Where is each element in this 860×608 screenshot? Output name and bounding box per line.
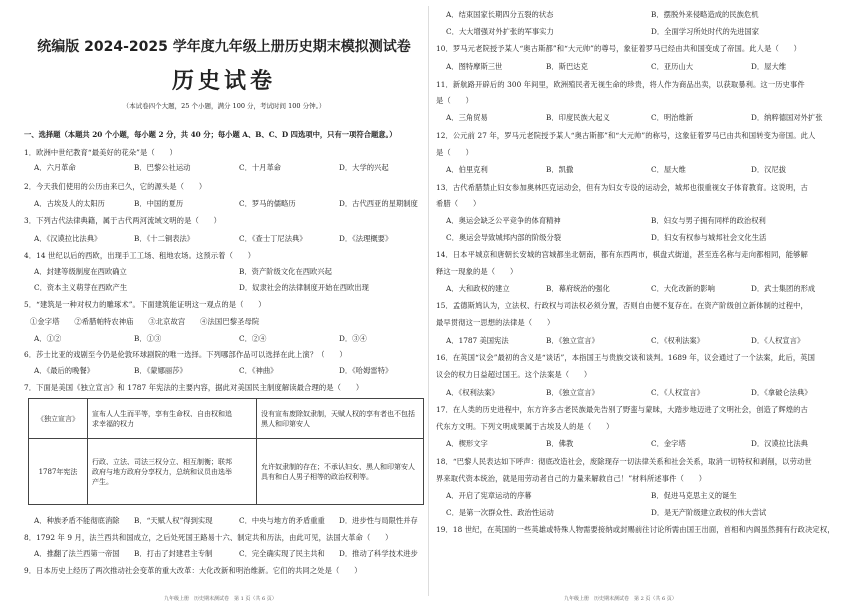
question-3: 3．下列古代法律典籍，属于古代两河流域文明的是（ ） (24, 216, 222, 225)
left-column (24, 0, 424, 608)
q2-option-b: B．中国的夏历 (134, 199, 184, 208)
table-cell (29, 399, 88, 439)
q12-option-d: D．汉尼拔 (751, 165, 787, 174)
q15-option-d: D．《人权宣言》 (751, 336, 805, 345)
q11-option-d: D．纳粹德国对外扩张 (751, 113, 823, 122)
row1-mid-line-1: 宣布人人生而平等，享有生命权、自由权和追 (92, 409, 232, 418)
exam-title: 统编版 2024-2025 学年度九年级上册历史期末模拟测试卷 (37, 39, 411, 55)
q15-option-b: B．《独立宣言》 (546, 336, 599, 345)
q7-option-b: B．“天赋人权”得到实现 (134, 516, 213, 525)
q3-option-b: B．《十二铜表法》 (134, 234, 195, 243)
q5-items: ①金字塔 ②希腊帕特农神庙 ③北京故宫 ④法国巴黎圣母院 (30, 317, 260, 326)
q4-option-d: D．奴隶社会的法律制度开始在西欧出现 (239, 283, 369, 292)
question-13: 13．古代希腊禁止妇女参加奥林匹克运动会，但有为妇女专设的运动会，城邦也很重视女子体育教育。这说明，古 (436, 183, 808, 192)
q11-option-c: C．明治维新 (651, 113, 694, 122)
question-1: 1．欧洲中世纪教育“最美好的花朵”是（ ） (24, 148, 177, 157)
q17-option-a: A．楔形文字 (446, 439, 488, 448)
q15-option-a: A．1787 美国宪法 (446, 336, 509, 345)
q9-option-d: D．全面学习所处时代的先进国家 (651, 27, 760, 36)
row2-mid-line-3: 产生。 (92, 477, 113, 486)
q5-option-b: B．①③ (134, 334, 162, 343)
section-heading: 一、选择题（本题共 20 个小题，每小题 2 分，共 40 分；每小题 A、B、C、D 四选项中，只有一项符合题意。） (24, 130, 397, 139)
q2-option-a: A．古埃及人的太阳历 (34, 199, 105, 208)
table-cell (257, 399, 424, 439)
exam-subtitle: 历史试卷 (171, 68, 276, 94)
q14-option-b: B．幕府统治的强化 (546, 284, 610, 293)
q12-option-a: A．伯里克利 (446, 165, 488, 174)
q5-option-c: C．②④ (239, 334, 267, 343)
q1-option-a: A．六月革命 (34, 163, 76, 172)
question-17: 17．在人类的历史进程中，东方许多古老民族最先告别了野蛮与蒙昧，大踏步地迈进了文明社会，创造了辉煌的古 (436, 405, 808, 414)
row1-right-line-1: 没有宣布废除奴隶制，天赋人权的享有者也不包括 (261, 409, 415, 418)
q6-option-b: B．《蒙娜丽莎》 (134, 366, 187, 375)
row1-right-line-2: 黑人和印第安人 (261, 419, 310, 428)
q4-option-c: C．资本主义萌芽在西欧产生 (34, 283, 128, 292)
footer-page-2: 九年级上册 历史期末测试卷 第 2 页（共 6 页） (564, 596, 677, 602)
q8-option-d: D．推动了科学技术进步 (339, 549, 418, 558)
q13-option-c: C．奥运会导致城邦内部的阶级分裂 (446, 233, 562, 242)
q11-option-b: B．印度民族大起义 (546, 113, 610, 122)
question-11-cont: 是（ ） (436, 96, 473, 105)
q16-option-d: D．《拿破仑法典》 (751, 388, 812, 397)
q3-option-c: C．《查士丁尼法典》 (239, 234, 307, 243)
q7-option-a: A．种族矛盾不能彻底消除 (34, 516, 120, 525)
q13-option-a: A．奥运会缺乏公平竞争的体育精神 (446, 216, 561, 225)
footer-page-1: 九年级上册 历史期末测试卷 第 1 页（共 6 页） (164, 596, 277, 602)
q17-option-c: C．金字塔 (651, 439, 686, 448)
table-cell (29, 439, 88, 505)
q13-option-b: B．妇女与男子拥有同样的政治权利 (651, 216, 766, 225)
row2-label: 1787年宪法 (38, 467, 78, 476)
q15-option-c: C．《权利法案》 (651, 336, 705, 345)
q14-option-d: D．武士集团的形成 (751, 284, 816, 293)
q1-option-c: C．十月革命 (239, 163, 282, 172)
q8-option-b: B．打击了封建君主专制 (134, 549, 213, 558)
column-divider (428, 6, 429, 596)
question-15-cont: 最早贯彻这一思想的法律是（ ） (436, 318, 555, 327)
question-16-cont: 议会的权力日益超过国王。这个法案是（ ） (436, 370, 592, 379)
q10-option-d: D．屋大维 (751, 62, 787, 71)
table-cell (257, 439, 424, 505)
q6-option-a: A．《最后的晚餐》 (34, 366, 94, 375)
q4-option-a: A．封建等级制度在西欧确立 (34, 267, 127, 276)
row1-label: 《独立宣言》 (37, 414, 79, 423)
question-18: 18．“巴黎人民表达如下呼声：彻底改造社会，废除现存一切法律关系和社会关系，取消一切特权和剥削，以劳动世 (436, 457, 812, 466)
question-14: 14．日本平城京和唐朝长安城的宫城都坐北朝南，都有东西两市，棋盘式街道，甚至连名称与走向都相同，能够解 (436, 250, 808, 259)
q10-option-c: C．亚历山大 (651, 62, 694, 71)
question-8: 8．1792 年 9 月，法兰西共和国成立，之后处死国王路易十六、制定共和历法，由此可见，法国大革命（ ） (24, 533, 393, 542)
q17-option-b: B．佛教 (546, 439, 574, 448)
q14-option-c: C．大化改新的影响 (651, 284, 715, 293)
q9-option-c: C．大大增强对外扩张的军事实力 (446, 27, 554, 36)
q6-option-d: D．《哈姆雷特》 (339, 366, 393, 375)
q4-option-b: B．资产阶级文化在西欧兴起 (239, 267, 332, 276)
q13-option-d: D．妇女有权参与城邦社会文化生活 (651, 233, 767, 242)
row2-mid-line-1: 行政、立法、司法三权分立、相互制衡；联邦 (92, 457, 232, 466)
q16-option-c: C．《人权宣言》 (651, 388, 705, 397)
question-5: 5．“建筑是一种对权力的雕琢术”。下面建筑能证明这一观点的是（ ） (24, 300, 266, 309)
q1-option-b: B．巴黎公社运动 (134, 163, 191, 172)
right-column (436, 0, 836, 608)
q6-option-c: C．《神曲》 (239, 366, 278, 375)
q7-option-d: D．进步性与局限性并存 (339, 516, 418, 525)
row2-right-line-2: 具有和白人男子相等的政治权利等。 (261, 472, 373, 481)
exam-note: （本试卷四个大题，25 个小题，满分 100 分，考试时间 100 分钟。） (122, 102, 326, 110)
q3-option-d: D．《法理概要》 (339, 234, 393, 243)
q18-option-c: C．是第一次群众性、政治性运动 (446, 508, 554, 517)
q14-option-a: A．大和政权的建立 (446, 284, 510, 293)
question-13-cont: 希腊（ ） (436, 199, 481, 208)
q12-option-b: B．凯撒 (546, 165, 574, 174)
q5-option-a: A．①② (34, 334, 62, 343)
question-11: 11．新航路开辟后的 300 年间里，欧洲殖民者无视生命的珍贵，将人作为商品出卖，以获取暴利。这一历史事件 (436, 80, 805, 89)
table-row (29, 439, 424, 505)
q18-option-b: B．促进马克思主义的诞生 (651, 491, 737, 500)
question-9: 9．日本历史上经历了两次推动社会变革的重大改革：大化改新和明治维新。它们的共同之处是（ ） (24, 566, 362, 575)
q18-option-d: D．是无产阶级建立政权的伟大尝试 (651, 508, 767, 517)
question-2: 2．今天我们使用的公历由来已久，它的源头是（ ） (24, 182, 207, 191)
question-16: 16．在英国“议会”最初的含义是“谈话”，本指国王与贵族交谈和谈判。1689 年，议会通过了一个法案，此后，英国 (436, 353, 816, 362)
question-4: 4．14 世纪以后的西欧，出现手工工场、租地农场。这预示着（ ） (24, 251, 256, 260)
q12-option-c: C．屋大维 (651, 165, 686, 174)
q2-option-c: C．罗马的儒略历 (239, 199, 296, 208)
table-cell (88, 439, 257, 505)
q10-option-a: A．图特摩斯三世 (446, 62, 503, 71)
question-12-cont: 是（ ） (436, 148, 473, 157)
table-cell (88, 399, 257, 439)
q8-option-c: C．完全确实现了民主共和 (239, 549, 325, 558)
question-18-cont: 界来取代资本统治，就是用劳动者自己的力量来解救自己！”材料所述事件（ ） (436, 474, 707, 483)
question-17-cont: 代东方文明。下列文明成果属于古埃及人的是（ ） (436, 422, 614, 431)
q18-option-a: A．开启了宪章运动的序幕 (446, 491, 532, 500)
q1-option-d: D．大学的兴起 (339, 163, 389, 172)
q2-option-d: D．古代西亚的星期制度 (339, 199, 418, 208)
question-19: 19．18 世纪，在英国的一些英雄或特殊人物需要接纳或封赐前往讨论所需由国王出面，首相和内阁虽然拥有行政决定权， (436, 525, 835, 534)
question-7: 7．下面是美国《独立宣言》和 1787 年宪法的主要内容，据此对美国民主制度解读最合理的是（ ） (24, 383, 364, 392)
question-10: 10．罗马元老院授予某人“奥古斯都”和“大元帅”的尊号，象征着罗马已经由共和国变成了帝国。此人是（ ） (436, 44, 802, 53)
q16-option-a: A．《权利法案》 (446, 388, 499, 397)
q16-option-b: B．《独立宣言》 (546, 388, 599, 397)
question-14-cont: 释这一现象的是（ ） (436, 267, 518, 276)
table-row (29, 399, 424, 439)
q9-option-b: B．摆脱外来侵略造成的民族危机 (651, 10, 759, 19)
row2-mid-line-2: 政府与地方政府分享权力，总统和议员由选举 (92, 467, 232, 476)
q9-option-a: A．结束国家长期四分五裂的状态 (446, 10, 554, 19)
question-6: 6．莎士比亚的戏剧至今仍是伦敦环球剧院的唯一选择。下列哪部作品可以选择在此上演？（ ） (24, 350, 347, 359)
q10-option-b: B．斯巴达克 (546, 62, 588, 71)
q5-option-d: D．③④ (339, 334, 367, 343)
row2-right-line-1: 允许奴隶制的存在；不承认妇女、黑人和印第安人 (261, 462, 415, 471)
q11-option-a: A．三角贸易 (446, 113, 488, 122)
question-12: 12．公元前 27 年，罗马元老院授予某人“奥古斯都”和“大元帅”的称号，这象征着罗马已由共和国转变为帝国。此人 (436, 131, 816, 140)
q7-table (28, 398, 424, 505)
q3-option-a: A．《汉谟拉比法典》 (34, 234, 102, 243)
row1-mid-line-2: 求幸福的权力 (92, 419, 134, 428)
q17-option-d: D．汉谟拉比法典 (751, 439, 808, 448)
question-15: 15．孟德斯鸠认为，立法权、行政权与司法权必须分置，否则自由便不复存在。在资产阶级创立新体制的过程中， (436, 301, 808, 310)
q8-option-a: A．推翻了法兰西第一帝国 (34, 549, 120, 558)
q7-option-c: C．中央与地方的矛盾重重 (239, 516, 325, 525)
